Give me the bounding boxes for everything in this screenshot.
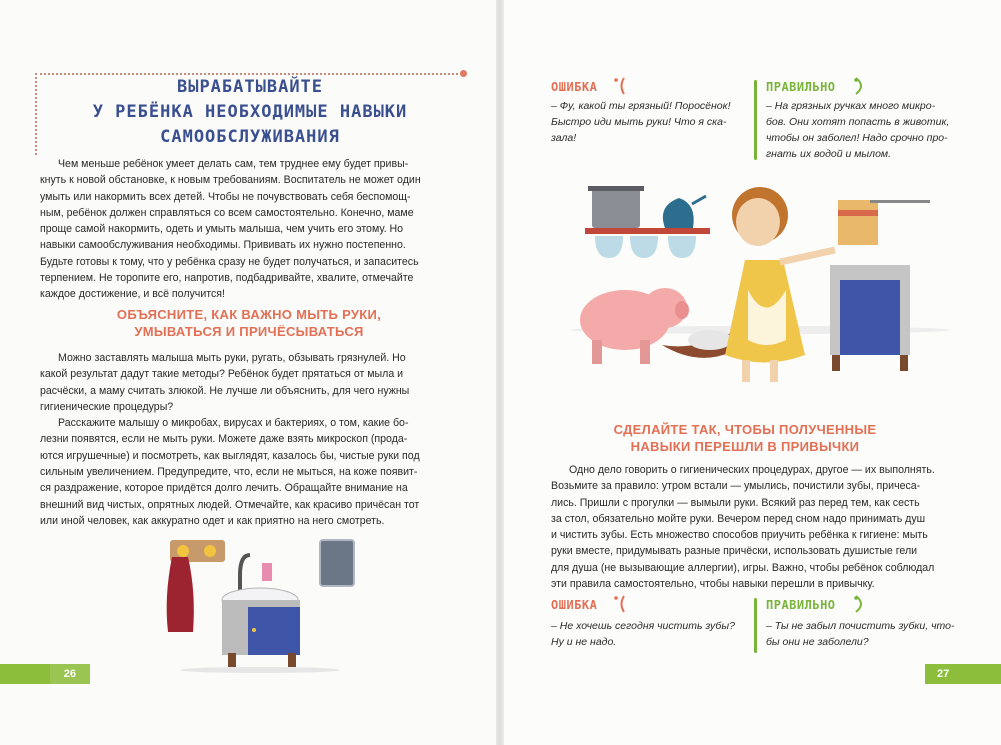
text-line: гигиенические процедуры? — [40, 400, 174, 413]
intro-paragraph — [40, 156, 458, 303]
body-paragraph — [40, 350, 458, 529]
page-title — [40, 75, 460, 150]
quote-line: Быстро иди мыть руки! Что я ска- — [551, 116, 727, 128]
page-number: 26 — [50, 664, 90, 684]
washstand-illustration — [150, 535, 370, 675]
text-line: и чистить зубы. Есть множество способов приучить ребёнка к гигиене: мыть — [551, 529, 928, 542]
heading-line: НАВЫКИ ПЕРЕШЛИ В ПРИВЫЧКИ — [630, 439, 860, 454]
correct-quote — [766, 618, 971, 650]
text-line: ным, ребёнок должен справляться со всем самостоятельно. Конечно, маме — [40, 206, 414, 219]
text-line: кнуть к новой обстановке, к новым требованиям. Воспитатель не может один — [40, 174, 421, 187]
text-line: за стол, обязательно мойте руки. Вечером перед сном надо принимать душ — [551, 512, 926, 525]
quote-line: бов. Они хотят попасть в животик, — [766, 116, 950, 128]
quote-line: Ну и не надо. — [551, 636, 617, 648]
text-line: Возьмите за правило: утром встали — умылись, почистили зубы, причеса- — [551, 480, 921, 493]
book-spine — [496, 0, 504, 745]
text-line: проще самой накормить, одеть и умыть малыша, чем учить его этому. Но — [40, 223, 404, 236]
error-label: ОШИБКА — [551, 80, 598, 94]
sad-face-icon — [612, 594, 628, 614]
quote-line: – Ты не забыл почистить зубки, что- — [766, 620, 955, 632]
error-quote — [551, 98, 741, 146]
page-number-bar-right — [925, 664, 1001, 684]
quote-line: бы они не заболели? — [766, 636, 869, 648]
smile-face-icon — [852, 594, 868, 614]
text-line: Расскажите малышу о микробах, вирусах и бактериях, о том, какие бо- — [58, 417, 409, 430]
title-line: ВЫРАБАТЫВАЙТЕ — [176, 77, 324, 97]
sad-face-icon — [612, 76, 628, 96]
heading-line: УМЫВАТЬСЯ И ПРИЧЁСЫВАТЬСЯ — [134, 324, 364, 339]
text-line: умыть или накормить всех детей. Чтобы не почувствовать себя беспомощ- — [40, 190, 411, 203]
quote-line: чтобы он заболел! Надо срочно про- — [766, 132, 948, 144]
section-heading — [40, 306, 458, 340]
page-number: 27 — [937, 668, 950, 680]
error-label: ОШИБКА — [551, 598, 598, 612]
text-line: Будьте готовы к тому, что у ребёнка сразу не будет получаться, и запаситесь — [40, 255, 419, 268]
text-line: сильным увеличением. Предупредите, что, если не мыться, на коже появит- — [40, 466, 418, 479]
text-line: ся раздражение, которое придётся долго лечить. Обращайте внимание на — [40, 482, 408, 495]
text-line: Можно заставлять малыша мыть руки, ругать, обзывать грязнулей. Но — [58, 352, 406, 364]
text-line: внешний вид чистых, опрятных людей. Отмечайте, как красиво причёсан тот — [40, 498, 420, 511]
quote-line: – Фу, какой ты грязный! Поросёнок! — [551, 100, 731, 112]
section-heading — [545, 421, 945, 455]
text-line: ются игрушечные) и посмотреть, как выглядят, казалось бы, чистые руки под — [40, 449, 420, 462]
page-number-bar-left — [0, 664, 90, 684]
text-line: Чем меньше ребёнок умеет делать сам, тем труднее ему будет привы- — [58, 158, 409, 170]
divider — [754, 80, 757, 160]
text-line: какой результат дадут такие методы? Ребёнок будет прятаться от мыла и — [40, 368, 404, 381]
text-line: эти правила самостоятельно, чтобы навыки перешли в привычку. — [551, 578, 875, 591]
divider — [754, 598, 757, 653]
title-line: САМООБСЛУЖИВАНИЯ — [160, 127, 340, 147]
quote-line: зала! — [551, 132, 577, 144]
body-paragraph — [551, 462, 965, 592]
heading-line: ОБЪЯСНИТЕ, КАК ВАЖНО МЫТЬ РУКИ, — [116, 307, 382, 322]
text-line: Одно дело говорить о гигиенических процедурах, другое — их выполнять. — [569, 464, 935, 476]
kitchen-illustration — [570, 170, 940, 395]
text-line: каждое достижение, и всё получится! — [40, 288, 225, 301]
title-line: У РЕБЁНКА НЕОБХОДИМЫЕ НАВЫКИ — [92, 102, 408, 122]
text-line: или иной человек, как аккуратно одет и как приятно на него смотреть. — [40, 514, 385, 527]
smile-face-icon — [852, 76, 868, 96]
text-line: для душа (не вызывающие аллергии), игры. Важно, чтобы ребёнок соблюдал — [551, 561, 935, 574]
error-quote — [551, 618, 746, 650]
text-line: лись. Пришли с прогулки — вымыли руки. Всякий раз перед тем, как сесть — [551, 496, 920, 509]
text-line: навыки самообслуживания необходимы. Прививать их нужно постепенно. — [40, 239, 406, 252]
text-line: терпением. Не торопите его, напротив, подбадривайте, хвалите, отмечайте — [40, 272, 414, 285]
heading-line: СДЕЛАЙТЕ ТАК, ЧТОБЫ ПОЛУЧЕННЫЕ — [613, 422, 877, 437]
text-line: расчёски, а маму считать злюкой. Не лучше ли объяснить, для чего нужны — [40, 384, 410, 397]
correct-quote — [766, 98, 971, 162]
quote-line: – Не хочешь сегодня чистить зубы? — [551, 620, 735, 632]
text-line: руки вместе, придумывать разные причёски, использовать душистые гели — [551, 545, 918, 558]
quote-line: гнать их водой и мылом. — [766, 148, 892, 160]
correct-label: ПРАВИЛЬНО — [766, 598, 836, 612]
correct-label: ПРАВИЛЬНО — [766, 80, 836, 94]
quote-line: – На грязных ручках много микро- — [766, 100, 936, 112]
text-line: лезни появятся, если не мыть руки. Можете даже взять микроскоп (прода- — [40, 433, 408, 446]
